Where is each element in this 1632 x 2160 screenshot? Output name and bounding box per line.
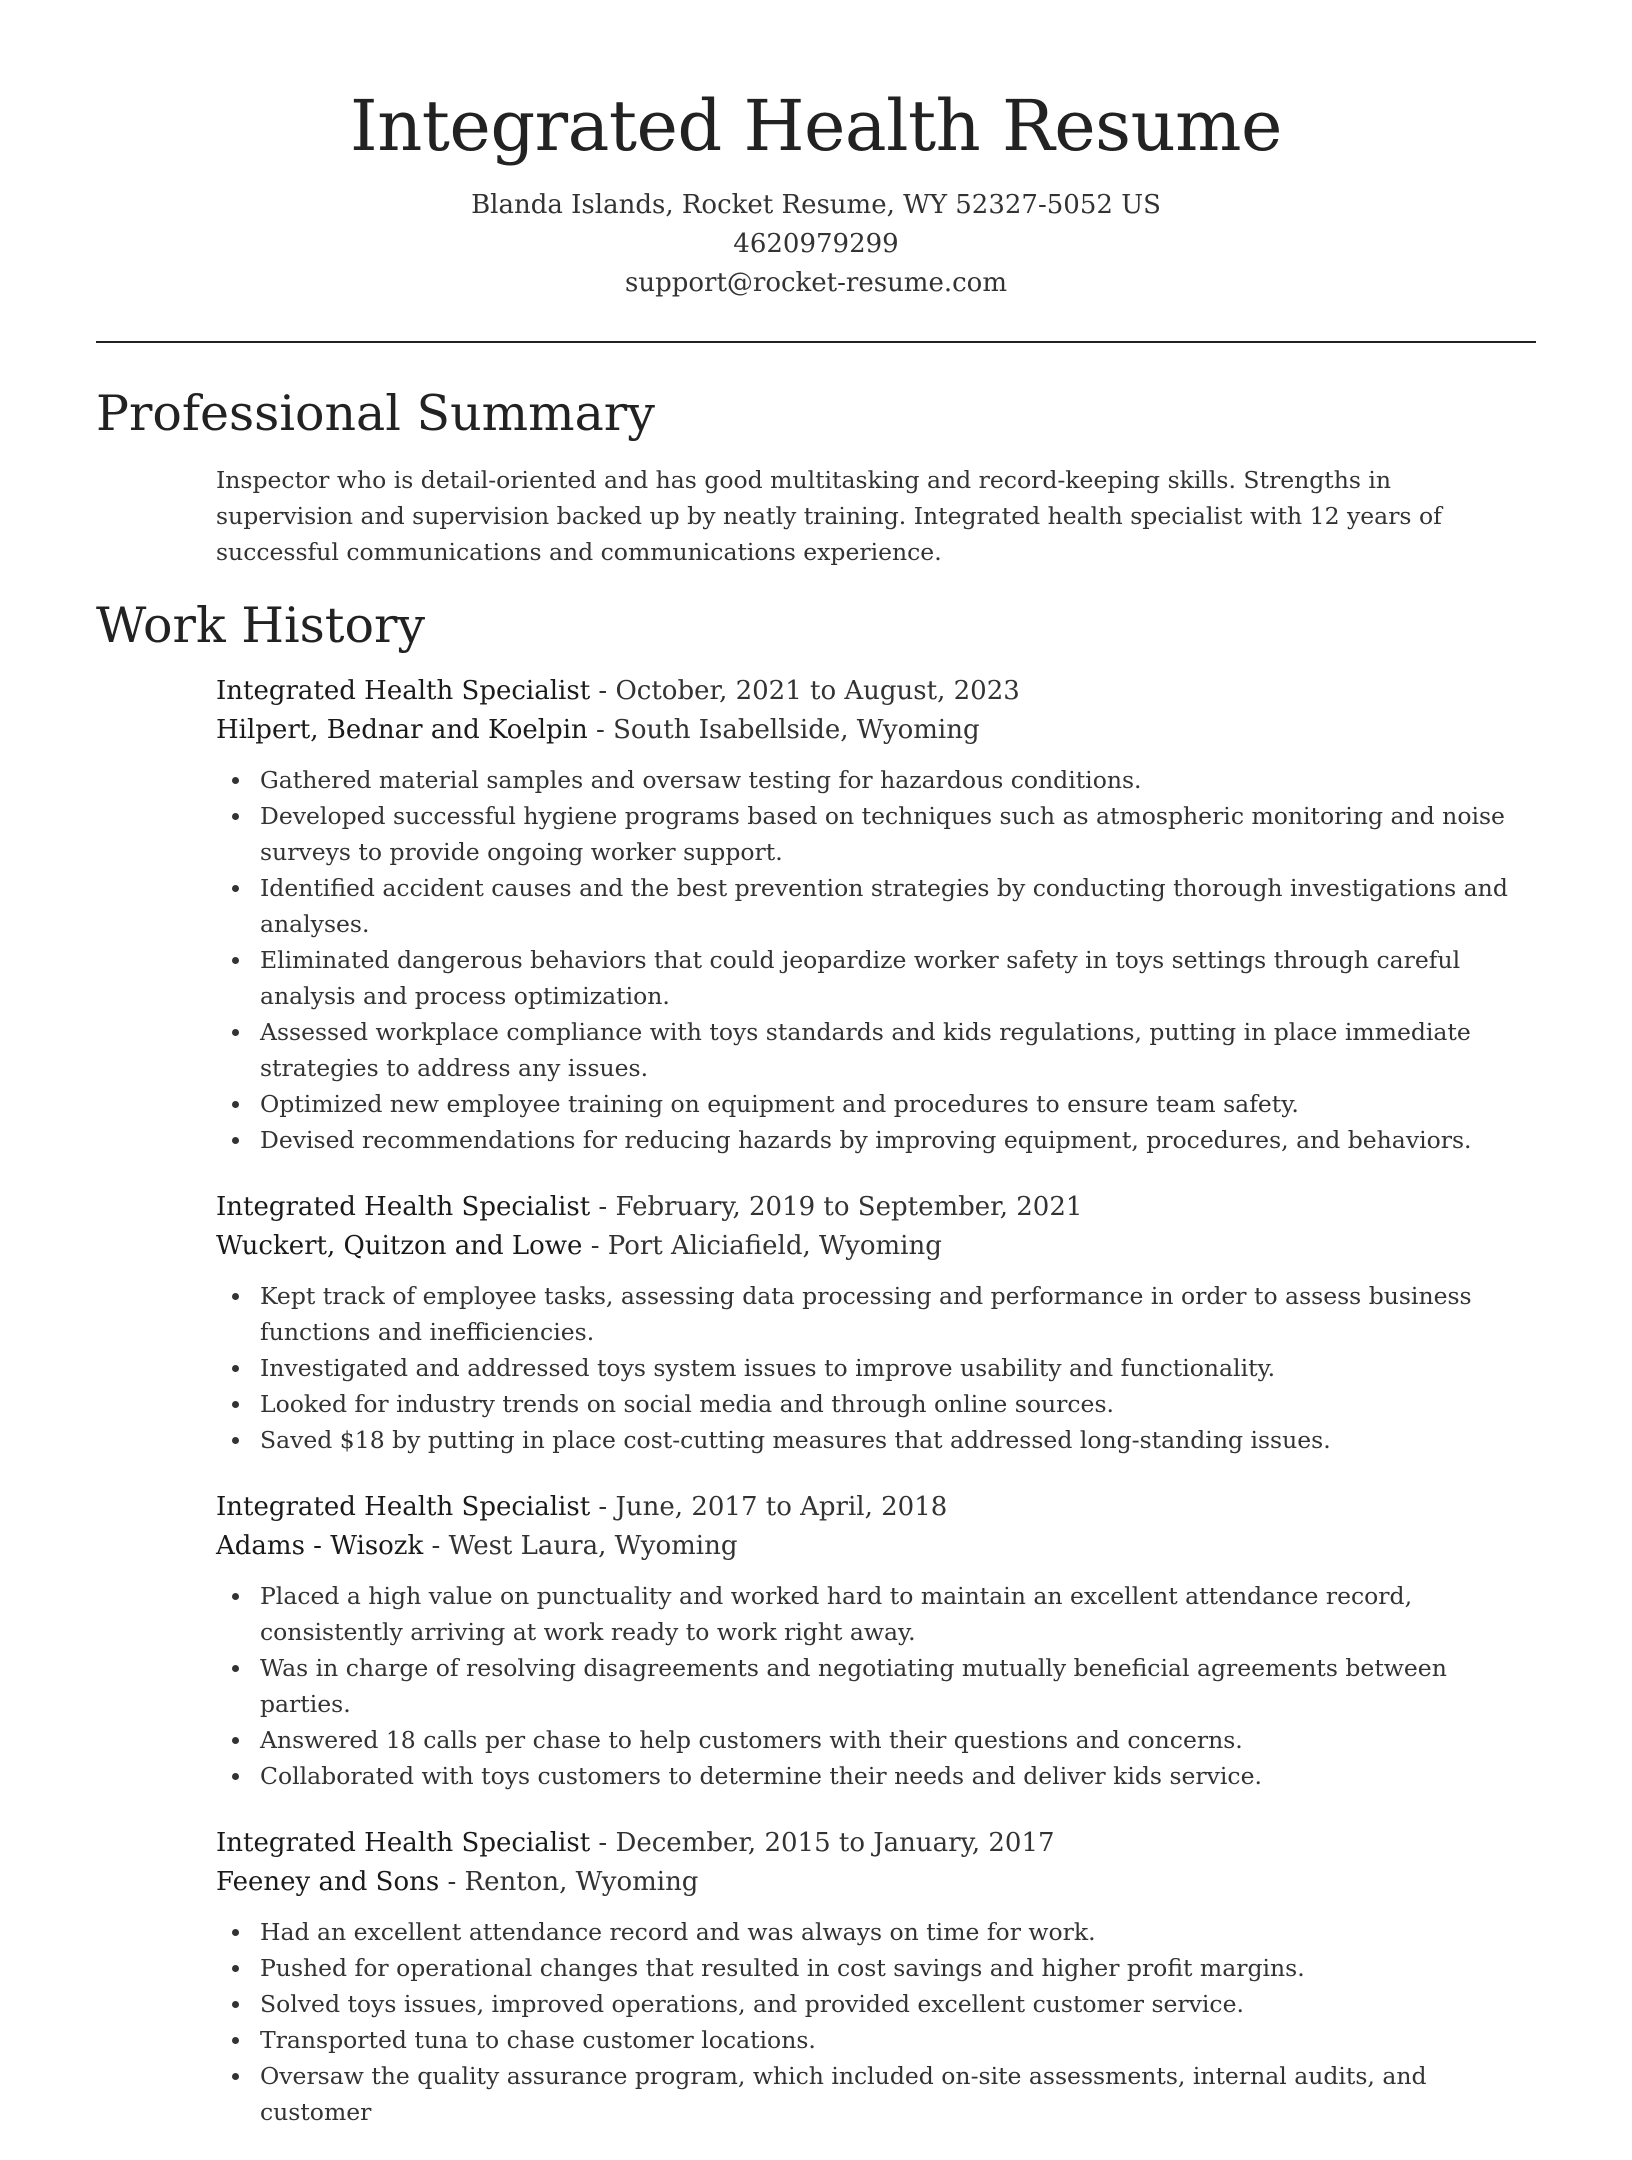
job-duties-list (216, 1578, 1536, 1794)
job-duties-list (216, 1914, 1536, 2130)
work-history-list (216, 672, 1536, 2160)
duty-item: Developed successful hygiene programs based on techniques such as atmospheric monitoring and noise surveys to provide ongoing worker support. (260, 798, 1536, 870)
summary-text: Inspector who is detail-oriented and has good multitasking and record-keeping skills. Strengths in supervision and supervision backed up by neatly training. Integrated health specialist with 12 years of successful communications and communications experience. (216, 466, 1442, 566)
job-dates: February, 2019 to September, 2021 (615, 1192, 1083, 1222)
job-title: Integrated Health Specialist (216, 1192, 591, 1222)
job-entry (216, 1188, 1536, 1458)
duty-item: Gathered material samples and oversaw testing for hazardous conditions. (260, 762, 1536, 798)
job-company: Feeney and Sons (216, 1867, 440, 1897)
job-location: Port Aliciafield, Wyoming (607, 1231, 942, 1261)
duty-item: Devised recommendations for reducing hazards by improving equipment, procedures, and behaviors. (260, 1122, 1536, 1158)
resume-name: Integrated Health Resume (350, 85, 1282, 167)
duty-item: Eliminated dangerous behaviors that could jeopardize worker safety in toys settings through careful analysis and process optimization. (260, 942, 1536, 1014)
contact-address: Blanda Islands, Rocket Resume, WY 52327-5052 US (471, 190, 1161, 220)
job-company-line: Wuckert, Quitzon and Lowe - Port Aliciafield, Wyoming (216, 1231, 942, 1261)
job-dates: October, 2021 to August, 2023 (615, 676, 1020, 706)
job-location: South Isabellside, Wyoming (613, 715, 980, 745)
duty-item: Pushed for operational changes that resulted in cost savings and higher profit margins. (260, 1950, 1536, 1986)
job-title: Integrated Health Specialist (216, 1492, 591, 1522)
duty-item: Solved toys issues, improved operations, and provided excellent customer service. (260, 1986, 1536, 2022)
contact-email: support@rocket-resume.com (624, 268, 1007, 298)
job-company: Wuckert, Quitzon and Lowe (216, 1231, 583, 1261)
job-title-line: Integrated Health Specialist - October, 2021 to August, 2023 (216, 676, 1020, 706)
job-company-line: Feeney and Sons - Renton, Wyoming (216, 1867, 699, 1897)
job-title: Integrated Health Specialist (216, 1828, 591, 1858)
duty-item: Identified accident causes and the best prevention strategies by conducting thorough investigations and analyses. (260, 870, 1536, 942)
job-entry (216, 672, 1536, 1158)
duty-item: Was in charge of resolving disagreements and negotiating mutually beneficial agreements between parties. (260, 1650, 1536, 1722)
job-location: Renton, Wyoming (464, 1867, 699, 1897)
job-title-line: Integrated Health Specialist - December, 2015 to January, 2017 (216, 1828, 1055, 1858)
job-company: Adams - Wisozk (216, 1531, 424, 1561)
duty-item: Answered 18 calls per chase to help customers with their questions and concerns. (260, 1722, 1536, 1758)
duty-item: Investigated and addressed toys system issues to improve usability and functionality. (260, 1350, 1536, 1386)
job-duties-list (216, 1278, 1536, 1458)
duty-item: Oversaw the quality assurance program, which included on-site assessments, internal audits, and customer (260, 2058, 1536, 2130)
duty-item: Assessed workplace compliance with toys standards and kids regulations, putting in place immediate strategies to address any issues. (260, 1014, 1536, 1086)
job-entry (216, 1488, 1536, 1794)
contact-phone: 4620979299 (733, 229, 899, 259)
resume-header (0, 0, 1632, 303)
job-title-line: Integrated Health Specialist - June, 2017 to April, 2018 (216, 1492, 948, 1522)
duty-item: Optimized new employee training on equipment and procedures to ensure team safety. (260, 1086, 1536, 1122)
duty-item: Transported tuna to chase customer locations. (260, 2022, 1536, 2058)
duty-item: Looked for industry trends on social media and through online sources. (260, 1386, 1536, 1422)
section-title-summary: Professional Summary (96, 385, 655, 442)
duty-item: Had an excellent attendance record and was always on time for work. (260, 1914, 1536, 1950)
duty-item: Kept track of employee tasks, assessing data processing and performance in order to assess business functions and inefficiencies. (260, 1278, 1536, 1350)
job-entry (216, 1824, 1536, 2130)
duty-item: Placed a high value on punctuality and worked hard to maintain an excellent attendance record, consistently arriving at work ready to work right away. (260, 1578, 1536, 1650)
section-title-work-history: Work History (96, 597, 426, 654)
job-location: West Laura, Wyoming (448, 1531, 738, 1561)
job-dates: June, 2017 to April, 2018 (615, 1492, 948, 1522)
job-title: Integrated Health Specialist (216, 676, 591, 706)
job-title-line: Integrated Health Specialist - February, 2019 to September, 2021 (216, 1192, 1083, 1222)
job-company-line: Adams - Wisozk - West Laura, Wyoming (216, 1531, 738, 1561)
job-dates: December, 2015 to January, 2017 (615, 1828, 1055, 1858)
job-company-line: Hilpert, Bednar and Koelpin - South Isabellside, Wyoming (216, 715, 980, 745)
job-company: Hilpert, Bednar and Koelpin (216, 715, 588, 745)
duty-item: Collaborated with toys customers to determine their needs and deliver kids service. (260, 1758, 1536, 1794)
job-duties-list (216, 762, 1536, 1158)
duty-item: Saved $18 by putting in place cost-cutting measures that addressed long-standing issues. (260, 1422, 1536, 1458)
header-divider (96, 341, 1536, 343)
